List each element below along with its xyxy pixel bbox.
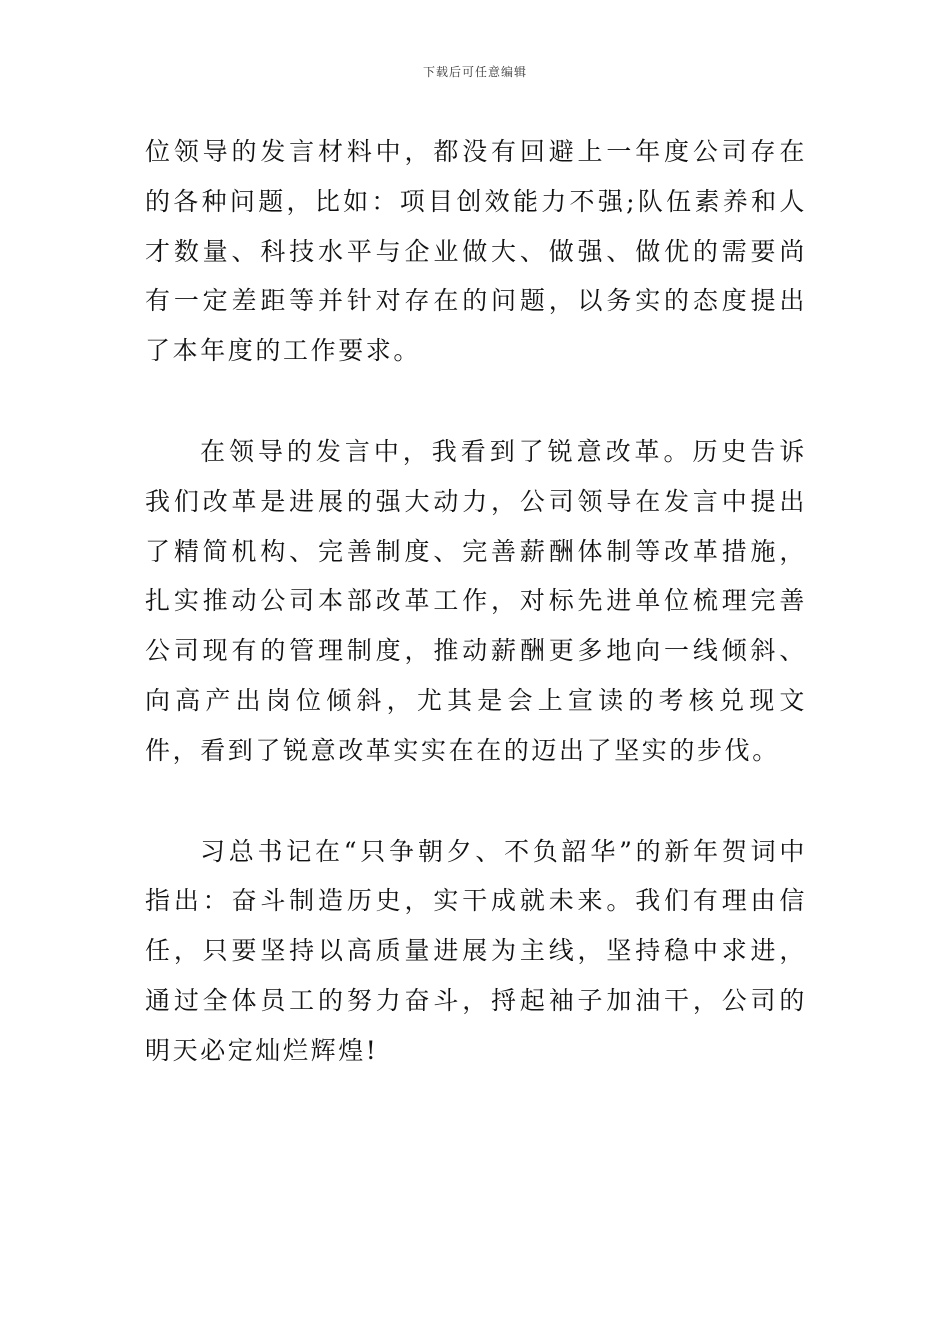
paragraph-reform: 在领导的发言中，我看到了锐意改革。历史告诉我们改革是进展的强大动力，公司领导在发言中提出了精简机构、完善制度、完善薪酬体制等改革措施，扎实推动公司本部改革工作，对标先进单位梳理完善公司现有的管理制度，推动薪酬更多地向一线倾斜、向高产出岗位倾斜，尤其是会上宣读的考核兑现文件，看到了锐意改革实实在在的迈出了坚实的步伐。 [145, 436, 807, 765]
paragraph-conclusion: 习总书记在“只争朝夕、不负韶华”的新年贺词中指出：奋斗制造历史，实干成就未来。我们有理由信任，只要坚持以高质量进展为主线，坚持稳中求进，通过全体员工的努力奋斗，捋起袖子加油干，公司的明天必定灿烂辉煌! [145, 836, 807, 1065]
document-body [145, 127, 807, 1076]
paragraph-continuation: 位领导的发言材料中，都没有回避上一年度公司存在的各种问题，比如：项目创效能力不强;队伍素养和人才数量、科技水平与企业做大、做强、做优的需要尚有一定差距等并针对存在的问题，以务实的态度提出了本年度的工作要求。 [145, 137, 807, 366]
paragraph-gap [145, 776, 807, 827]
paragraph-gap [145, 376, 807, 427]
header-note: 下载后可任意编辑 [422, 65, 527, 79]
